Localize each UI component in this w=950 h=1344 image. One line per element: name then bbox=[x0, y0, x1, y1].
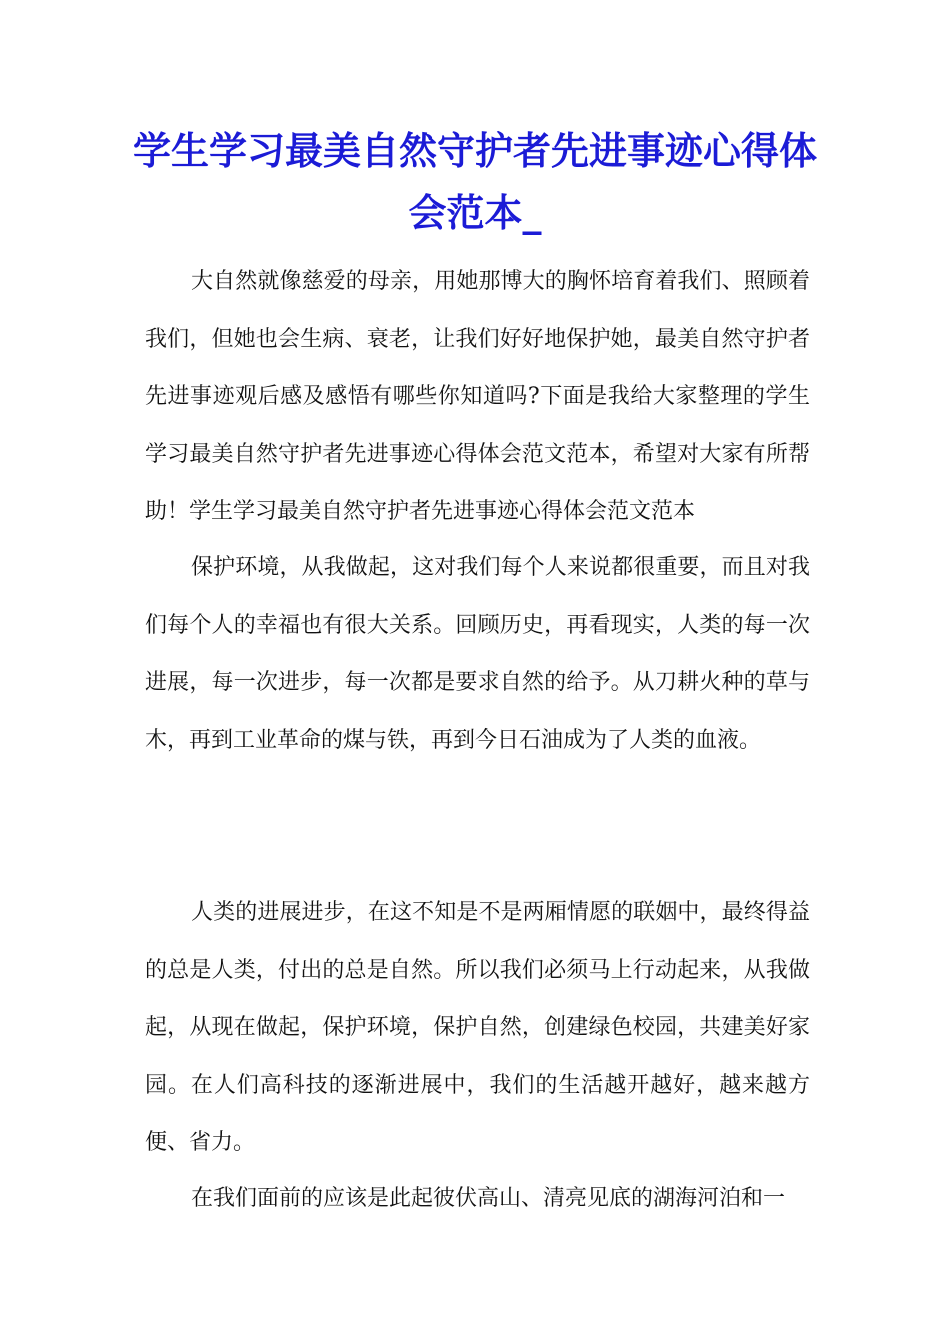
paragraph-2: 保护环境，从我做起，这对我们每个人来说都很重要，而且对我们每个人的幸福也有很大关系。回顾历史，再看现实，人类的每一次进展，每一次进步，每一次都是要求自然的给予。从刀耕火种的草与木，再到工业革命的煤与铁，再到今日石油成为了人类的血液。 bbox=[145, 555, 810, 753]
paragraph-1: 大自然就像慈爱的母亲，用她那博大的胸怀培育着我们、照顾着我们，但她也会生病、衰老，让我们好好地保护她，最美自然守护者先进事迹观后感及感悟有哪些你知道吗?下面是我给大家整理的学生学习最美自然守护者先进事迹心得体会范文范本，希望对大家有所帮助！学生学习最美自然守护者先进事迹心得体会范文范本 bbox=[145, 269, 810, 524]
paragraph-3: 人类的进展进步，在这不知是不是两厢情愿的联姻中，最终得益的总是人类，付出的总是自然。所以我们必须马上行动起来，从我做起，从现在做起，保护环境，保护自然，创建绿色校园，共建美好家园。在人们高科技的逐渐进展中，我们的生活越开越好，越来越方便、省力。 bbox=[145, 900, 810, 1155]
document-title: 学生学习最美自然守护者先进事迹心得体会范本_ bbox=[132, 128, 817, 235]
paragraph-4: 在我们面前的应该是此起彼伏高山、清亮见底的湖海河泊和一 bbox=[191, 1186, 786, 1211]
